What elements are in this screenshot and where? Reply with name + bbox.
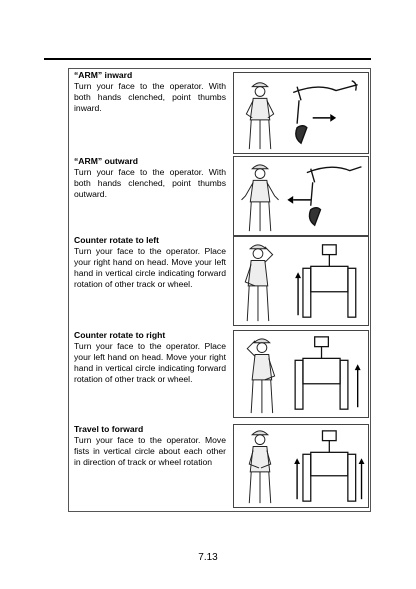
- entry-title: Travel to forward: [74, 424, 144, 434]
- page-number: 7.13: [198, 552, 218, 563]
- arm-inward-figure: [233, 72, 369, 154]
- entry-title: “ARM” outward: [74, 156, 138, 166]
- arm-outward-figure: [233, 156, 369, 236]
- entry-title: “ARM” inward: [74, 70, 133, 80]
- header-rule: [44, 58, 371, 60]
- signal-entry-counter-rotate-right: [74, 330, 226, 385]
- entry-description: Turn your face to the operator. With both hands clenched, point thumbs inward.: [74, 81, 226, 114]
- entry-description: Turn your face to the operator. Place your left hand on head. Move your right hand in vertical circle indicating forward rotation of other track or wheel.: [74, 341, 226, 385]
- signal-entry-counter-rotate-left: [74, 235, 226, 290]
- counter-rotate-left-figure: [233, 236, 369, 326]
- signal-entry-arm-inward: [74, 70, 226, 114]
- signal-entry-arm-outward: [74, 156, 226, 200]
- entry-description: Turn your face to the operator. Move fists in vertical circle about each other in direction of track or wheel rotation: [74, 435, 226, 468]
- entry-description: Turn your face to the operator. With both hands clenched, point thumbs outward.: [74, 167, 226, 200]
- counter-rotate-right-figure: [233, 330, 369, 418]
- entry-description: Turn your face to the operator. Place your right hand on head. Move your left hand in vertical circle indicating forward rotation of other track or wheel.: [74, 246, 226, 290]
- entry-title: Counter rotate to left: [74, 235, 159, 245]
- signal-entry-travel-forward: [74, 424, 226, 468]
- entry-title: Counter rotate to right: [74, 330, 166, 340]
- travel-forward-figure: [233, 424, 369, 508]
